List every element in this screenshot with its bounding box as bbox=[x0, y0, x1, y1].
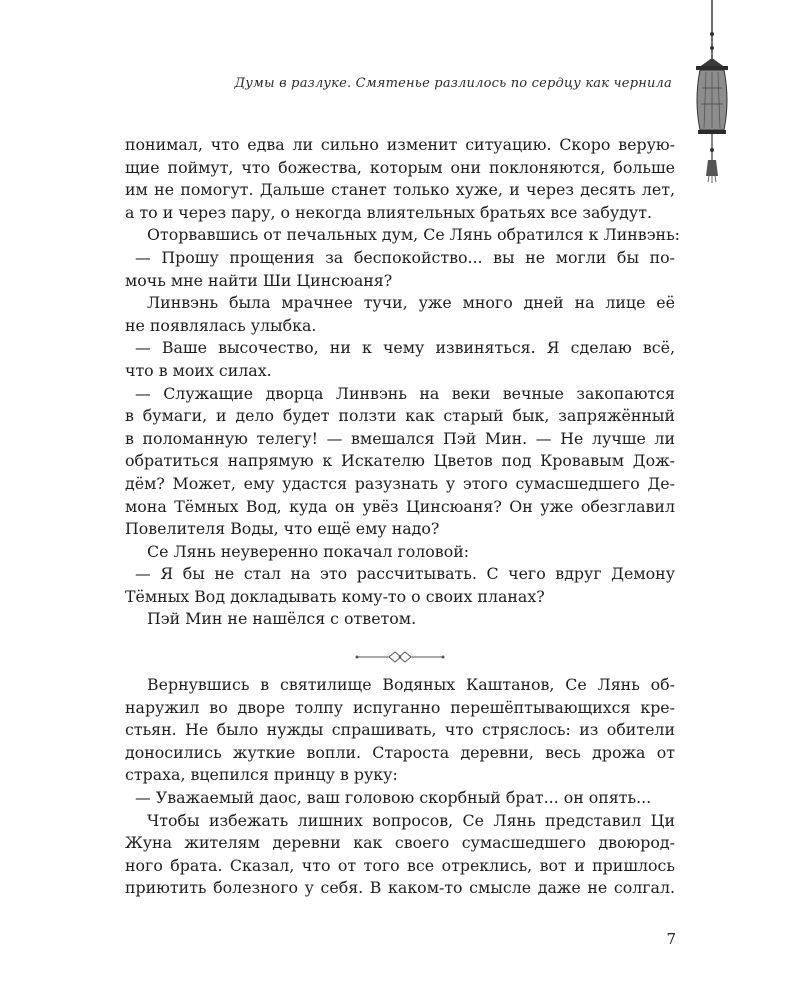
text-line: ного брата. Сказал, что от того все отреклись, вот и пришлось bbox=[125, 855, 675, 875]
text-line: обратиться напрямую к Искателю Цветов под Кровавым Дож- bbox=[125, 451, 675, 471]
lantern-icon bbox=[688, 0, 736, 190]
text-line: Повелителя Воды, что ещё ему надо? bbox=[125, 519, 440, 539]
text-line: — Уважаемый даос, ваш головою скорбный брат... он опять... bbox=[135, 787, 652, 807]
text-line: дём? Может, ему удастся разузнать у этого сумасшедшего Де- bbox=[125, 473, 675, 493]
text-line: стьян. Не было нужды спрашивать, что стряслось: из обители bbox=[125, 720, 675, 740]
text-line: мона Тёмных Вод, куда он увёз Цинсюаня? Он уже обезглавил bbox=[125, 496, 675, 516]
text-line: Тёмных Вод докладывать кому-то о своих планах? bbox=[125, 586, 545, 606]
section-divider bbox=[125, 632, 675, 682]
text-line: — Ваше высочество, ни к чему извиняться. Я сделаю всё, bbox=[135, 338, 675, 358]
text-line: щие поймут, что божества, которым они поклоняются, больше bbox=[125, 157, 675, 177]
page-number: 7 bbox=[666, 930, 676, 948]
text-line: наружил во дворе толпу испуганно перешёптывающихся кре- bbox=[125, 697, 675, 717]
text-line: Линвэнь была мрачнее тучи, уже много дней на лице её bbox=[147, 293, 675, 313]
text-line: доносились жуткие вопли. Староста деревни, весь дрожа от bbox=[125, 742, 675, 762]
divider-ornament-icon bbox=[355, 650, 445, 664]
text-line: — Прошу прощения за беспокойство... вы не могли бы по- bbox=[135, 247, 675, 267]
text-line: им не помогут. Дальше станет только хуже, и через десять лет, bbox=[125, 180, 675, 200]
text-line: Жуна жителям деревни как своего сумасшедшего двоюрод- bbox=[125, 833, 675, 853]
text-line: Оторвавшись от печальных дум, Се Лянь обратился к Линвэнь: bbox=[147, 225, 680, 245]
text-line: в бумаги, и дело будет ползти как старый бык, запряжённый bbox=[125, 406, 675, 426]
text-line: не появлялась улыбка. bbox=[125, 315, 317, 335]
text-line: а то и через пару, о некогда влиятельных братьях все забудут. bbox=[125, 202, 652, 222]
running-header: Думы в разлуке. Смятенье разлилось по сердцу как чернила bbox=[234, 76, 672, 91]
text-line: мочь мне найти Ши Цинсюаня? bbox=[125, 270, 393, 290]
text-line: — Служащие дворца Линвэнь на веки вечные закопаются bbox=[135, 383, 675, 403]
body-text-section-2 bbox=[125, 674, 675, 900]
text-line: понимал, что едва ли сильно изменит ситуацию. Скоро верую- bbox=[125, 135, 675, 154]
text-line: Се Лянь неуверенно покачал головой: bbox=[147, 541, 470, 561]
text-line: что в моих силах. bbox=[125, 360, 272, 380]
text-line: — Я бы не стал на это рассчитывать. С чего вдруг Демону bbox=[135, 564, 675, 584]
text-line: приютить болезного у себя. В каком-то смысле даже не солгал. bbox=[125, 878, 675, 898]
text-line: страха, вцепился принцу в руку: bbox=[125, 765, 398, 785]
text-line: в поломанную телегу! — вмешался Пэй Мин. — Не лучше ли bbox=[125, 428, 675, 448]
text-line: Вернувшись в святилище Водяных Каштанов, Се Лянь об- bbox=[147, 675, 675, 694]
text-line: Чтобы избежать лишних вопросов, Се Лянь представил Ци bbox=[147, 810, 675, 830]
body-text-section-1 bbox=[125, 134, 680, 631]
text-line: Пэй Мин не нашёлся с ответом. bbox=[147, 609, 417, 629]
